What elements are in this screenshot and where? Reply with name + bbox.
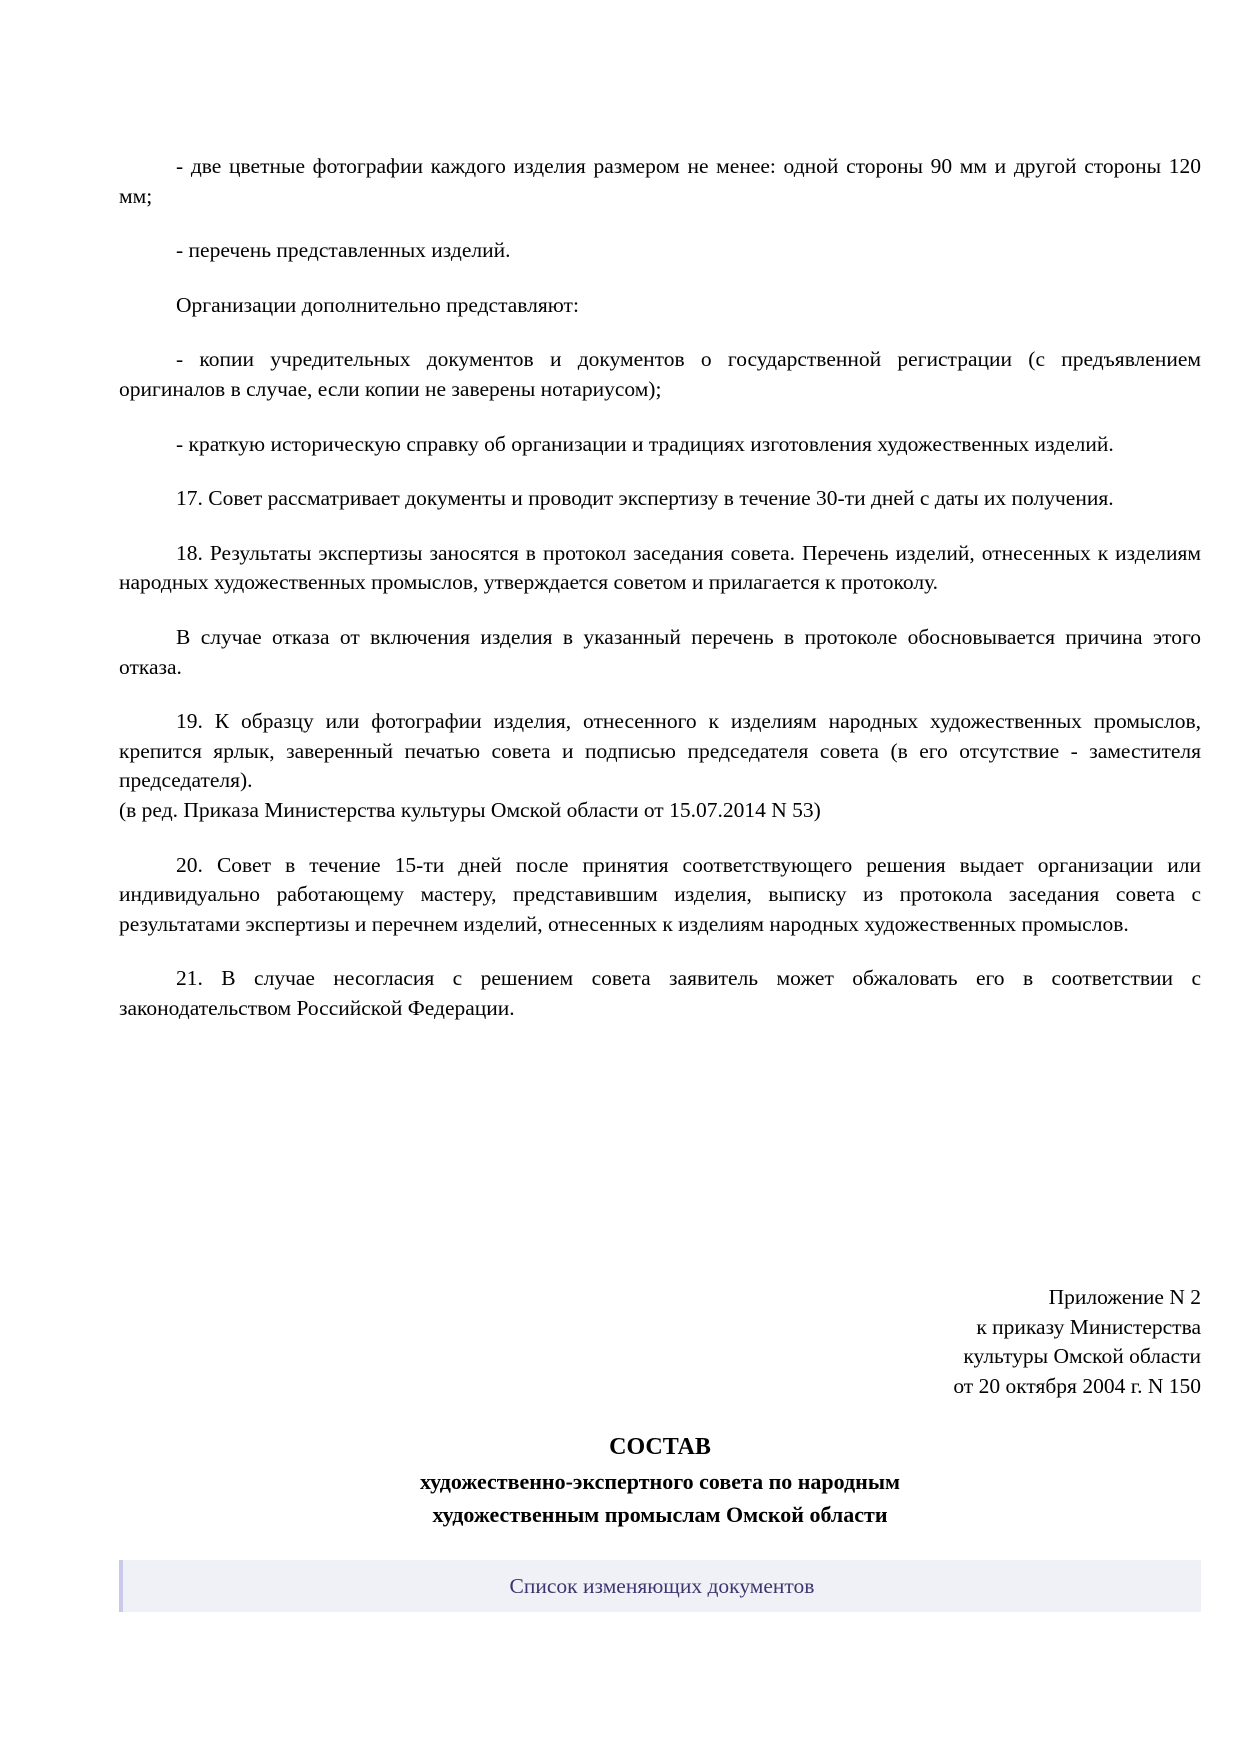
appendix-line: от 20 октября 2004 г. N 150 [953,1373,1201,1398]
paragraph: 19. К образцу или фотографии изделия, отнесенного к изделиям народных художественных промыслов, крепится ярлык, заверенный печатью совета и подписью председателя совета (в его отсутствие - заместителя председателя). [119,709,1201,793]
paragraph: - две цветные фотографии каждого изделия размером не менее: одной стороны 90 мм и другой стороны 120 мм; [119,154,1201,208]
changes-list-box [119,1560,1201,1612]
paragraph: - краткую историческую справку об организации и традициях изготовления художественных изделий. [176,431,1114,456]
title-line: художественным промыслам Омской области [432,1502,888,1527]
document-body [119,152,1201,1048]
appendix-line: к приказу Министерства [976,1314,1201,1339]
paragraph: В случае отказа от включения изделия в указанный перечень в протоколе обосновывается причина этого отказа. [119,624,1201,679]
paragraph: 17. Совет рассматривает документы и проводит экспертизу в течение 30-ти дней с даты их получения. [176,486,1114,511]
title-main: СОСТАВ [609,1434,711,1460]
appendix-line: Приложение N 2 [1048,1285,1201,1309]
paragraph: - перечень представленных изделий. [176,238,511,263]
amendment-note: (в ред. Приказа Министерства культуры Омской области от 15.07.2014 N 53) [119,797,821,822]
section-title [119,1431,1201,1532]
paragraph: 18. Результаты экспертизы заносятся в протокол заседания совета. Перечень изделий, отнесенных к изделиям народных художественных промыслов, утверждается советом и прилагается к протоколу. [119,540,1201,595]
paragraph: - копии учредительных документов и документов о государственной регистрации (с предъявлением оригиналов в случае, если копии не заверены нотариусом); [119,347,1201,401]
title-line: художественно-экспертного совета по народным [419,1468,900,1494]
paragraph: 20. Совет в течение 15-ти дней после принятия соответствующего решения выдает организации или индивидуально работающему мастеру, представившим изделия, выписку из протокола заседания совета с результатами экспертизы и перечнем изделий, отнесенных к изделиям народных художественных промыслов. [119,852,1201,936]
changes-list-label: Список изменяющих документов [509,1573,815,1598]
appendix-line: культуры Омской области [963,1344,1201,1369]
paragraph: 21. В случае несогласия с решением совета заявитель может обжаловать его в соответствии с законодательством Российской Федерации. [119,966,1201,1020]
paragraph: Организации дополнительно представляют: [176,292,579,317]
appendix-header [953,1283,1201,1401]
